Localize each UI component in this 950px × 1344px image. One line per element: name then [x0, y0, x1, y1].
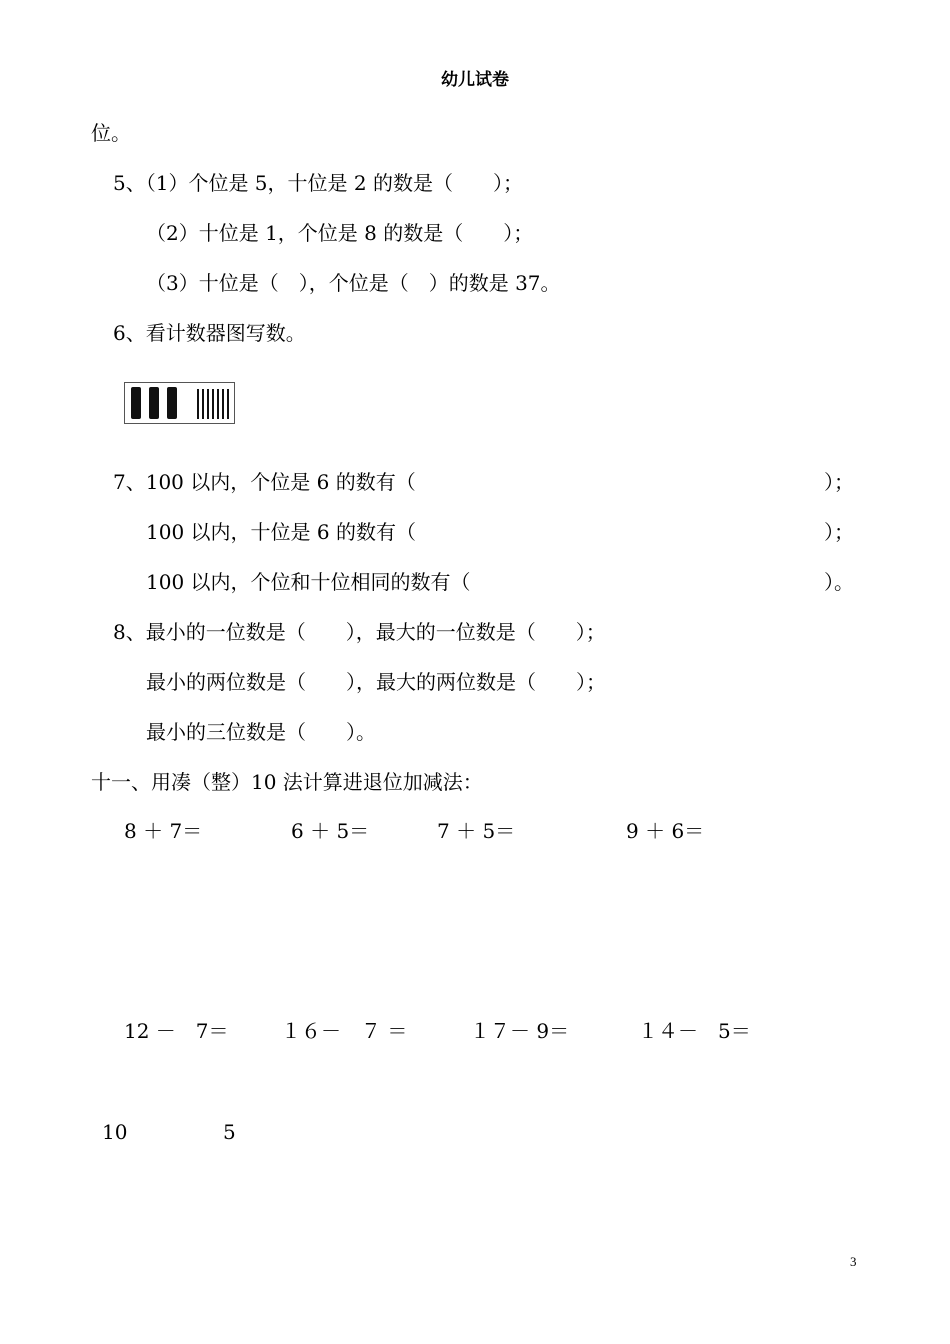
subtraction-problem: １４－ 5＝: [638, 1019, 751, 1043]
question-7-2-close: ）；: [824, 520, 854, 544]
tail-number: 5: [223, 1120, 236, 1144]
question-5-3: （3）十位是（ ），个位是（ ）的数是 37。: [146, 271, 561, 295]
page-title: 幼儿试卷: [441, 70, 509, 90]
tens-bead-column: [149, 387, 159, 419]
addition-problem: 7 ＋ 5＝: [437, 819, 516, 843]
ones-bead: [217, 389, 219, 419]
question-5-1: 5、（1）个位是 5，十位是 2 的数是（ ）；: [113, 171, 523, 195]
page-number: 3: [850, 1254, 857, 1269]
subtraction-problem: 12 － 7＝: [124, 1019, 229, 1043]
question-7-2: 100 以内，十位是 6 的数有（: [146, 520, 416, 544]
question-7-3: 100 以内，个位和十位相同的数有（: [146, 570, 471, 594]
question-5-2: （2）十位是 1，个位是 8 的数是（ ）；: [146, 221, 534, 245]
question-7-3-close: ）。: [824, 570, 854, 594]
ones-bead: [227, 389, 229, 419]
question-7-1: 7、100 以内，个位是 6 的数有（: [113, 470, 416, 494]
ones-bead: [212, 389, 214, 419]
ones-bead: [222, 389, 224, 419]
tail-number: 10: [102, 1120, 128, 1144]
question-8-2: 最小的两位数是（ ），最大的两位数是（ ）；: [146, 670, 606, 694]
tens-bead-column: [131, 387, 141, 419]
counter-icon: [124, 382, 235, 424]
ones-bead: [202, 389, 204, 419]
section-11-heading: 十一、用凑（整）10 法计算进退位加减法：: [91, 770, 483, 794]
subtraction-problem: １７－ 9＝: [470, 1019, 570, 1043]
addition-problem: 6 ＋ 5＝: [291, 819, 370, 843]
question-6: 6、看计数器图写数。: [113, 321, 306, 345]
addition-problem: 9 ＋ 6＝: [626, 819, 705, 843]
tens-bead-column: [167, 387, 177, 419]
text-line: 位。: [91, 121, 131, 145]
question-8-1: 8、最小的一位数是（ ），最大的一位数是（ ）；: [113, 620, 606, 644]
ones-bead: [197, 389, 199, 419]
question-8-3: 最小的三位数是（ ）。: [146, 720, 376, 744]
addition-problem: 8 ＋ 7＝: [124, 819, 203, 843]
subtraction-problem: １６－ ７ ＝: [281, 1019, 408, 1043]
question-7-1-close: ）；: [824, 470, 854, 494]
ones-bead: [207, 389, 209, 419]
